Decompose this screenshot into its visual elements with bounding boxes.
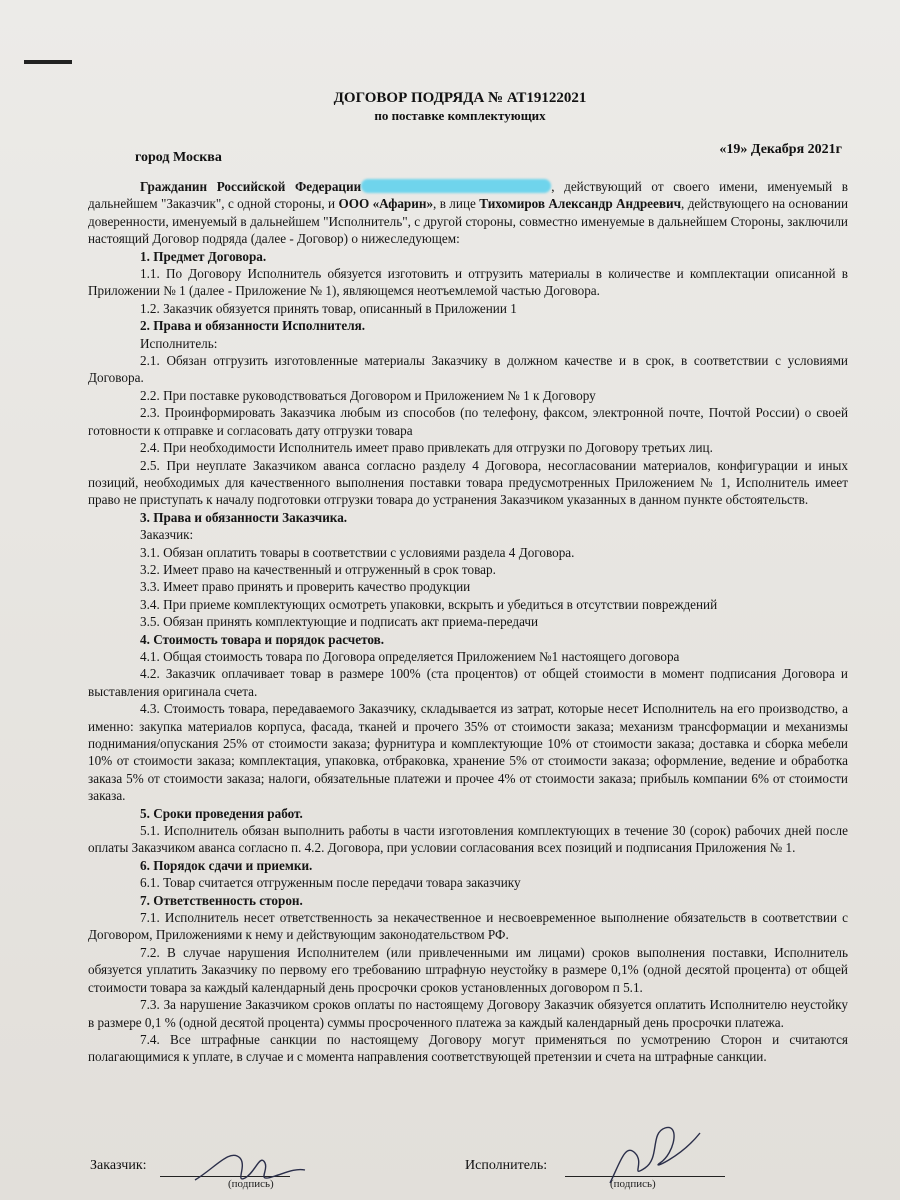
section-heading: 7. Ответственность сторон. xyxy=(140,892,303,908)
section-heading: 3. Права и обязанности Заказчика. xyxy=(140,509,348,525)
contractor-signature xyxy=(590,1113,730,1193)
contract-clause: 1.2. Заказчик обязуется принять товар, описанный в Приложении 1 xyxy=(140,300,517,316)
customer-signature xyxy=(185,1138,315,1198)
contract-paragraphs xyxy=(88,248,848,1066)
intro-text-4: , действующего на основании доверенности, именуемый в дальнейшем "Исполнитель", с другой стороны, совместно именуемые в дальнейшем Стороны, заключили настоящий Договор подряда (далее - Договор) о нижеследующем: xyxy=(88,196,848,247)
customer-signature-label: Заказчик: xyxy=(90,1158,147,1173)
contract-clause: 1.1. По Договору Исполнитель обязуется изготовить и отгрузить материалы в количестве и комплектации описанной в Приложении № 1 (далее - Приложение № 1), являющемся неотъемлемой частью Договора. xyxy=(88,266,848,299)
contractor-signature-label: Исполнитель: xyxy=(465,1158,548,1173)
contract-clause: Исполнитель: xyxy=(140,335,218,351)
contract-clause: 7.3. За нарушение Заказчиком сроков оплаты по настоящему Договору Заказчик обязуется оплатить Исполнителю неустойку в размере 0,1 % (одной десятой процента) суммы просроченного платежа за каждый календарный день просрочки платежа. xyxy=(88,997,848,1030)
contractor-signature-hint: (подпись) xyxy=(610,1178,656,1190)
contract-clause: 6.1. Товар считается отгруженным после передачи товара заказчику xyxy=(140,875,521,891)
document-subtitle: по поставке комплектующих xyxy=(374,108,546,123)
intro-bold-start: Гражданин Российской Федерации xyxy=(140,179,362,194)
intro-director: Тихомиров Александр Андреевич xyxy=(479,196,682,212)
contract-clause: 2.3. Проинформировать Заказчика любым из способов (по телефону, факсом, электронной почте, Почтой России) о своей готовности к отправке и согласовать дату отгрузки товара xyxy=(88,405,848,438)
customer-signature-hint: (подпись) xyxy=(228,1178,274,1190)
intro-text-2: , действующий от своего имени, именуемый в дальнейшем "Заказчик", с одной стороны, и xyxy=(88,179,848,212)
contract-clause: 3.5. Обязан принять комплектующие и подписать акт приема-передачи xyxy=(140,614,539,630)
section-heading: 6. Порядок сдачи и приемки. xyxy=(140,857,313,873)
contract-clause: 7.2. В случае нарушения Исполнителем (или привлеченными им лицами) сроков выполнения поставки, Исполнитель обязуется уплатить Заказчику по первому его требованию штрафную неустойку в размере 0,1% (одной десятой процента) от общей стоимости товара за каждый календарный день просрочки сроков установленных договором п 5.1. xyxy=(88,944,848,995)
binder-mark xyxy=(24,60,72,64)
contract-clause: 3.1. Обязан оплатить товары в соответствии с условиями раздела 4 Договора. xyxy=(140,544,575,560)
contract-clause: 3.3. Имеет право принять и проверить качество продукции xyxy=(140,579,471,595)
contract-clause: 2.4. При необходимости Исполнитель имеет право привлекать для отгрузки по Договору третьих лиц. xyxy=(140,440,713,456)
redacted-name xyxy=(361,179,551,193)
document-city: город Москва xyxy=(135,150,222,165)
contract-clause: 2.1. Обязан отгрузить изготовленные материалы Заказчику в должном качестве и в срок, в соответствии с условиями Договора. xyxy=(88,353,848,386)
contract-clause: 2.5. При неуплате Заказчиком аванса согласно разделу 4 Договора, несогласовании материалов, конфигурации и иных позиций, необходимых для качественного выполнения поставки товара предусмотренных Приложением № 1, Исполнитель имеет право не приступать к началу подготовки отгрузки товара до устранения Заказчиком указанных в данном пункте обстоятельств. xyxy=(88,457,848,508)
contract-clause: 3.2. Имеет право на качественный и отгруженный в срок товар. xyxy=(140,561,496,577)
contract-body xyxy=(88,178,848,1066)
section-heading: 1. Предмет Договора. xyxy=(140,248,267,264)
contract-clause: 5.1. Исполнитель обязан выполнить работы в части изготовления комплектующих в течение 30 (сорок) рабочих дней после оплаты Заказчиком аванса согласно п. 4.2. Договора, при условии согласования всех позиций и подписания Приложения № 1. xyxy=(88,823,848,856)
document-date: «19» Декабря 2021г xyxy=(719,142,842,157)
document-title: ДОГОВОР ПОДРЯДА № АТ19122021 xyxy=(333,90,587,106)
contract-clause: 3.4. При приеме комплектующих осмотреть упаковки, вскрыть и убедиться в отсутствии повреждений xyxy=(140,596,718,612)
section-heading: 4. Стоимость товара и порядок расчетов. xyxy=(140,631,385,647)
contract-clause: 4.3. Стоимость товара, передаваемого Заказчику, складывается из затрат, которые несет Исполнитель на его производство, а именно: закупка материалов корпуса, фасада, тканей и прочего 35% от стоимости заказа; механизм трансформации и механизмы поднимания/опускания 25% от стоимости заказа; фурнитура и комплектующие 10% от стоимости заказа; доставка и сборка мебели 10% от стоимости заказа; комплектация, упаковка, отбраковка, хранение 5% от стоимости заказа; оформление, ведение и обработка заказа 5% от стоимости заказа; налоги, обязательные платежи и прочее 4% от стоимости заказа; прибыль компании 6% от стоимости заказа. xyxy=(88,701,848,804)
contract-clause: 4.2. Заказчик оплачивает товар в размере 100% (ста процентов) от общей стоимости в момент подписания Договора и выставления оригинала счета. xyxy=(88,666,848,699)
section-heading: 2. Права и обязанности Исполнителя. xyxy=(140,318,366,334)
contract-clause: Заказчик: xyxy=(140,527,194,543)
signature-block xyxy=(90,1158,850,1198)
contract-clause: 2.2. При поставке руководствоваться Договором и Приложением № 1 к Договору xyxy=(140,387,596,403)
intro-paragraph xyxy=(88,178,848,248)
contract-clause: 7.1. Исполнитель несет ответственность за некачественное и несвоевременное выполнение обязательств в соответствии с Договором, Приложениями к нему и действующим законодательством РФ. xyxy=(88,910,848,943)
section-heading: 5. Сроки проведения работ. xyxy=(140,805,303,821)
intro-text-3: , в лице xyxy=(433,196,480,212)
contract-clause: 7.4. Все штрафные санкции по настоящему Договору могут применяться по усмотрению Сторон и считаются полагающимися к уплате, в случае и с момента направления соответствующей претензии и счета на штрафные санкции. xyxy=(88,1031,848,1065)
contract-clause: 4.1. Общая стоимость товара по Договора определяется Приложением №1 настоящего договора xyxy=(140,648,680,664)
intro-company: ООО «Афарин» xyxy=(338,196,434,212)
